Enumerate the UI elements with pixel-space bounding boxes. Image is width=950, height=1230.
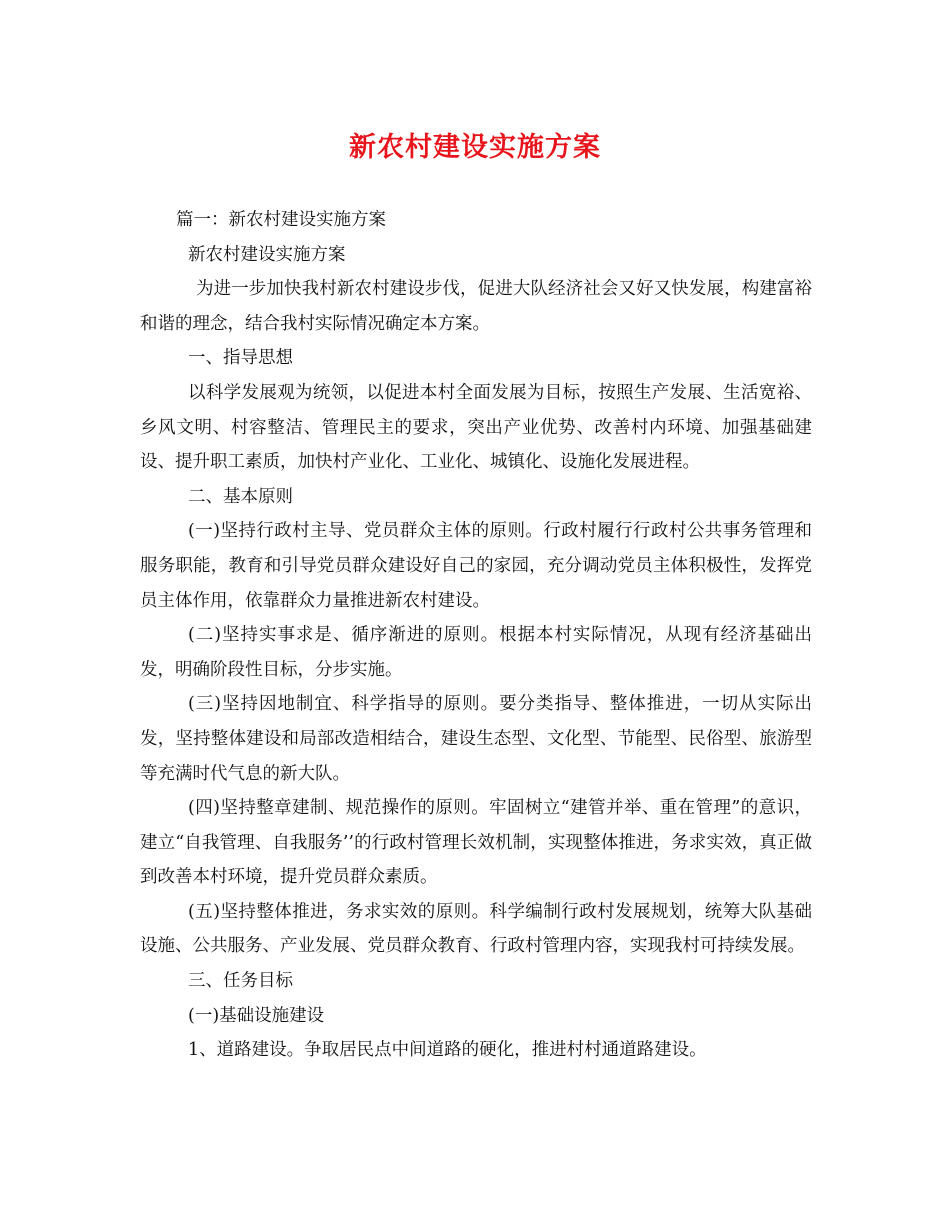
paragraph: (四)坚持整章建制、规范操作的原则。牢固树立“建管并举、重在管理”的意识，建立“自我管理、自我服务’’的行政村管理长效机制，实现整体推进，务求实效，真正做到改善本村环境，提升党员群众素质。 xyxy=(140,798,812,888)
paragraph: (二)坚持实事求是、循序渐进的原则。根据本村实际情况，从现有经济基础出发，明确阶段性目标，分步实施。 xyxy=(140,625,812,680)
document-title: 新农村建设实施方案 xyxy=(349,132,601,163)
paragraph: 三、任务目标 xyxy=(188,971,293,992)
paragraph: (一)坚持行政村主导、党员群众主体的原则。行政村履行行政村公共事务管理和服务职能，教育和引导党员群众建设好自己的家园，充分调动党员主体积极性，发挥党员主体作用，依靠群众力量推进新农村建设。 xyxy=(140,521,812,611)
paragraph: 篇一：新农村建设实施方案 xyxy=(176,210,386,230)
paragraph: 新农村建设实施方案 xyxy=(188,244,346,265)
document-body xyxy=(140,203,812,1068)
paragraph: 二、基本原则 xyxy=(188,486,293,507)
paragraph: 以科学发展观为统领，以促进本村全面发展为目标，按照生产发展、生活宽裕、乡风文明、村容整洁、管理民主的要求，突出产业优势、改善村内环境、加强基础建设、提升职工素质，加快村产业化、工业化、城镇化、设施化发展进程。 xyxy=(140,382,812,473)
paragraph: 1、道路建设。争取居民点中间道路的硬化，推进村村通道路建设。 xyxy=(188,1040,707,1061)
paragraph: (五)坚持整体推进，务求实效的原则。科学编制行政村发展规划，统筹大队基础设施、公共服务、产业发展、党员群众教育、行政村管理内容，实现我村可持续发展。 xyxy=(140,901,812,957)
paragraph: 为进一步加快我村新农村建设步伐，促进大队经济社会又好又快发展，构建富裕和谐的理念，结合我村实际情况确定本方案。 xyxy=(140,279,812,334)
paragraph: (三)坚持因地制宜、科学指导的原则。要分类指导、整体推进，一切从实际出发，坚持整体建设和局部改造相结合，建设生态型、文化型、节能型、民俗型、旅游型等充满时代气息的新大队。 xyxy=(140,694,812,784)
paragraph: (一)基础设施建设 xyxy=(188,1005,325,1026)
paragraph: 一、指导思想 xyxy=(188,348,293,369)
